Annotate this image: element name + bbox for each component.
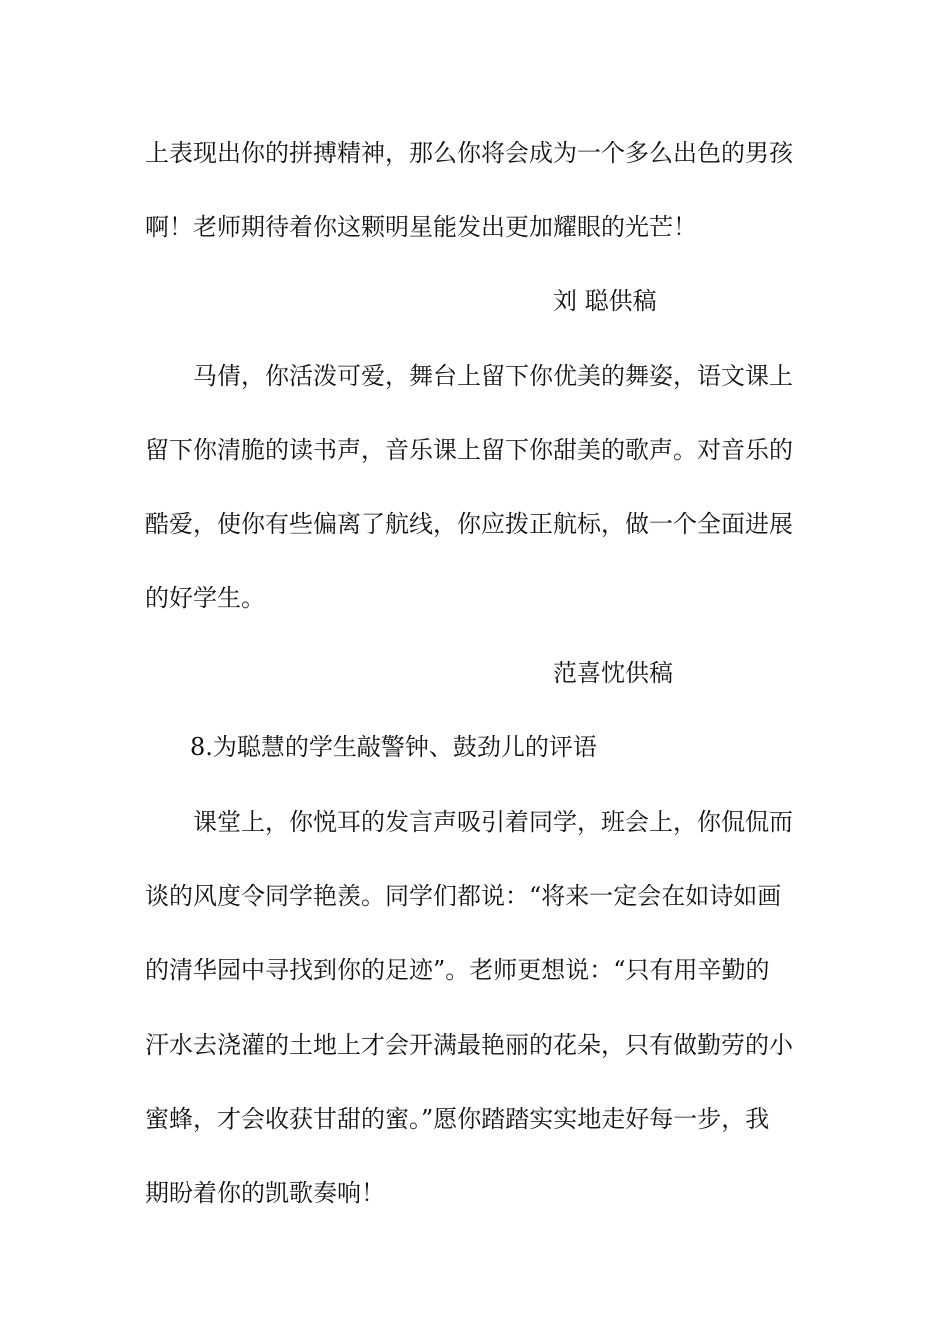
paragraph-line: 马倩，你活泼可爱，舞台上留下你优美的舞姿，语文课上 (193, 362, 793, 390)
paragraph-line: 的清华园中寻找到你的足迹”。老师更想说：“只有用辛勤的 (145, 956, 770, 984)
paragraph-line: 的好学生。 (145, 584, 265, 612)
paragraph-line: 蜜蜂，才会收获甘甜的蜜。”愿你踏踏实实地走好每一步，我 (145, 1105, 770, 1133)
paragraph-line: 留下你清脆的读书声，音乐课上留下你甜美的歌声。对音乐的 (145, 436, 793, 464)
paragraph-line: 期盼着你的凯歌奏响！ (145, 1179, 385, 1207)
author-signature: 刘 聪供稿 (553, 287, 657, 315)
paragraph-line: 上表现出你的拼搏精神，那么你将会成为一个多么出色的男孩 (145, 139, 793, 167)
paragraph-line: 汗水去浇灌的土地上才会开满最艳丽的花朵，只有做勤劳的小 (145, 1031, 793, 1059)
section-heading: 8.为聪慧的学生敲警钟、鼓劲儿的评语 (190, 733, 597, 761)
paragraph-line: 酷爱，使你有些偏离了航线，你应拨正航标，做一个全面进展 (145, 510, 793, 538)
author-signature: 范喜忱供稿 (553, 659, 673, 687)
paragraph-line: 谈的风度令同学艳羡。同学们都说：“将来一定会在如诗如画 (145, 882, 782, 910)
paragraph-line: 课堂上，你悦耳的发言声吸引着同学，班会上，你侃侃而 (193, 808, 793, 836)
paragraph-line: 啊！老师期待着你这颗明星能发出更加耀眼的光芒！ (145, 213, 697, 241)
